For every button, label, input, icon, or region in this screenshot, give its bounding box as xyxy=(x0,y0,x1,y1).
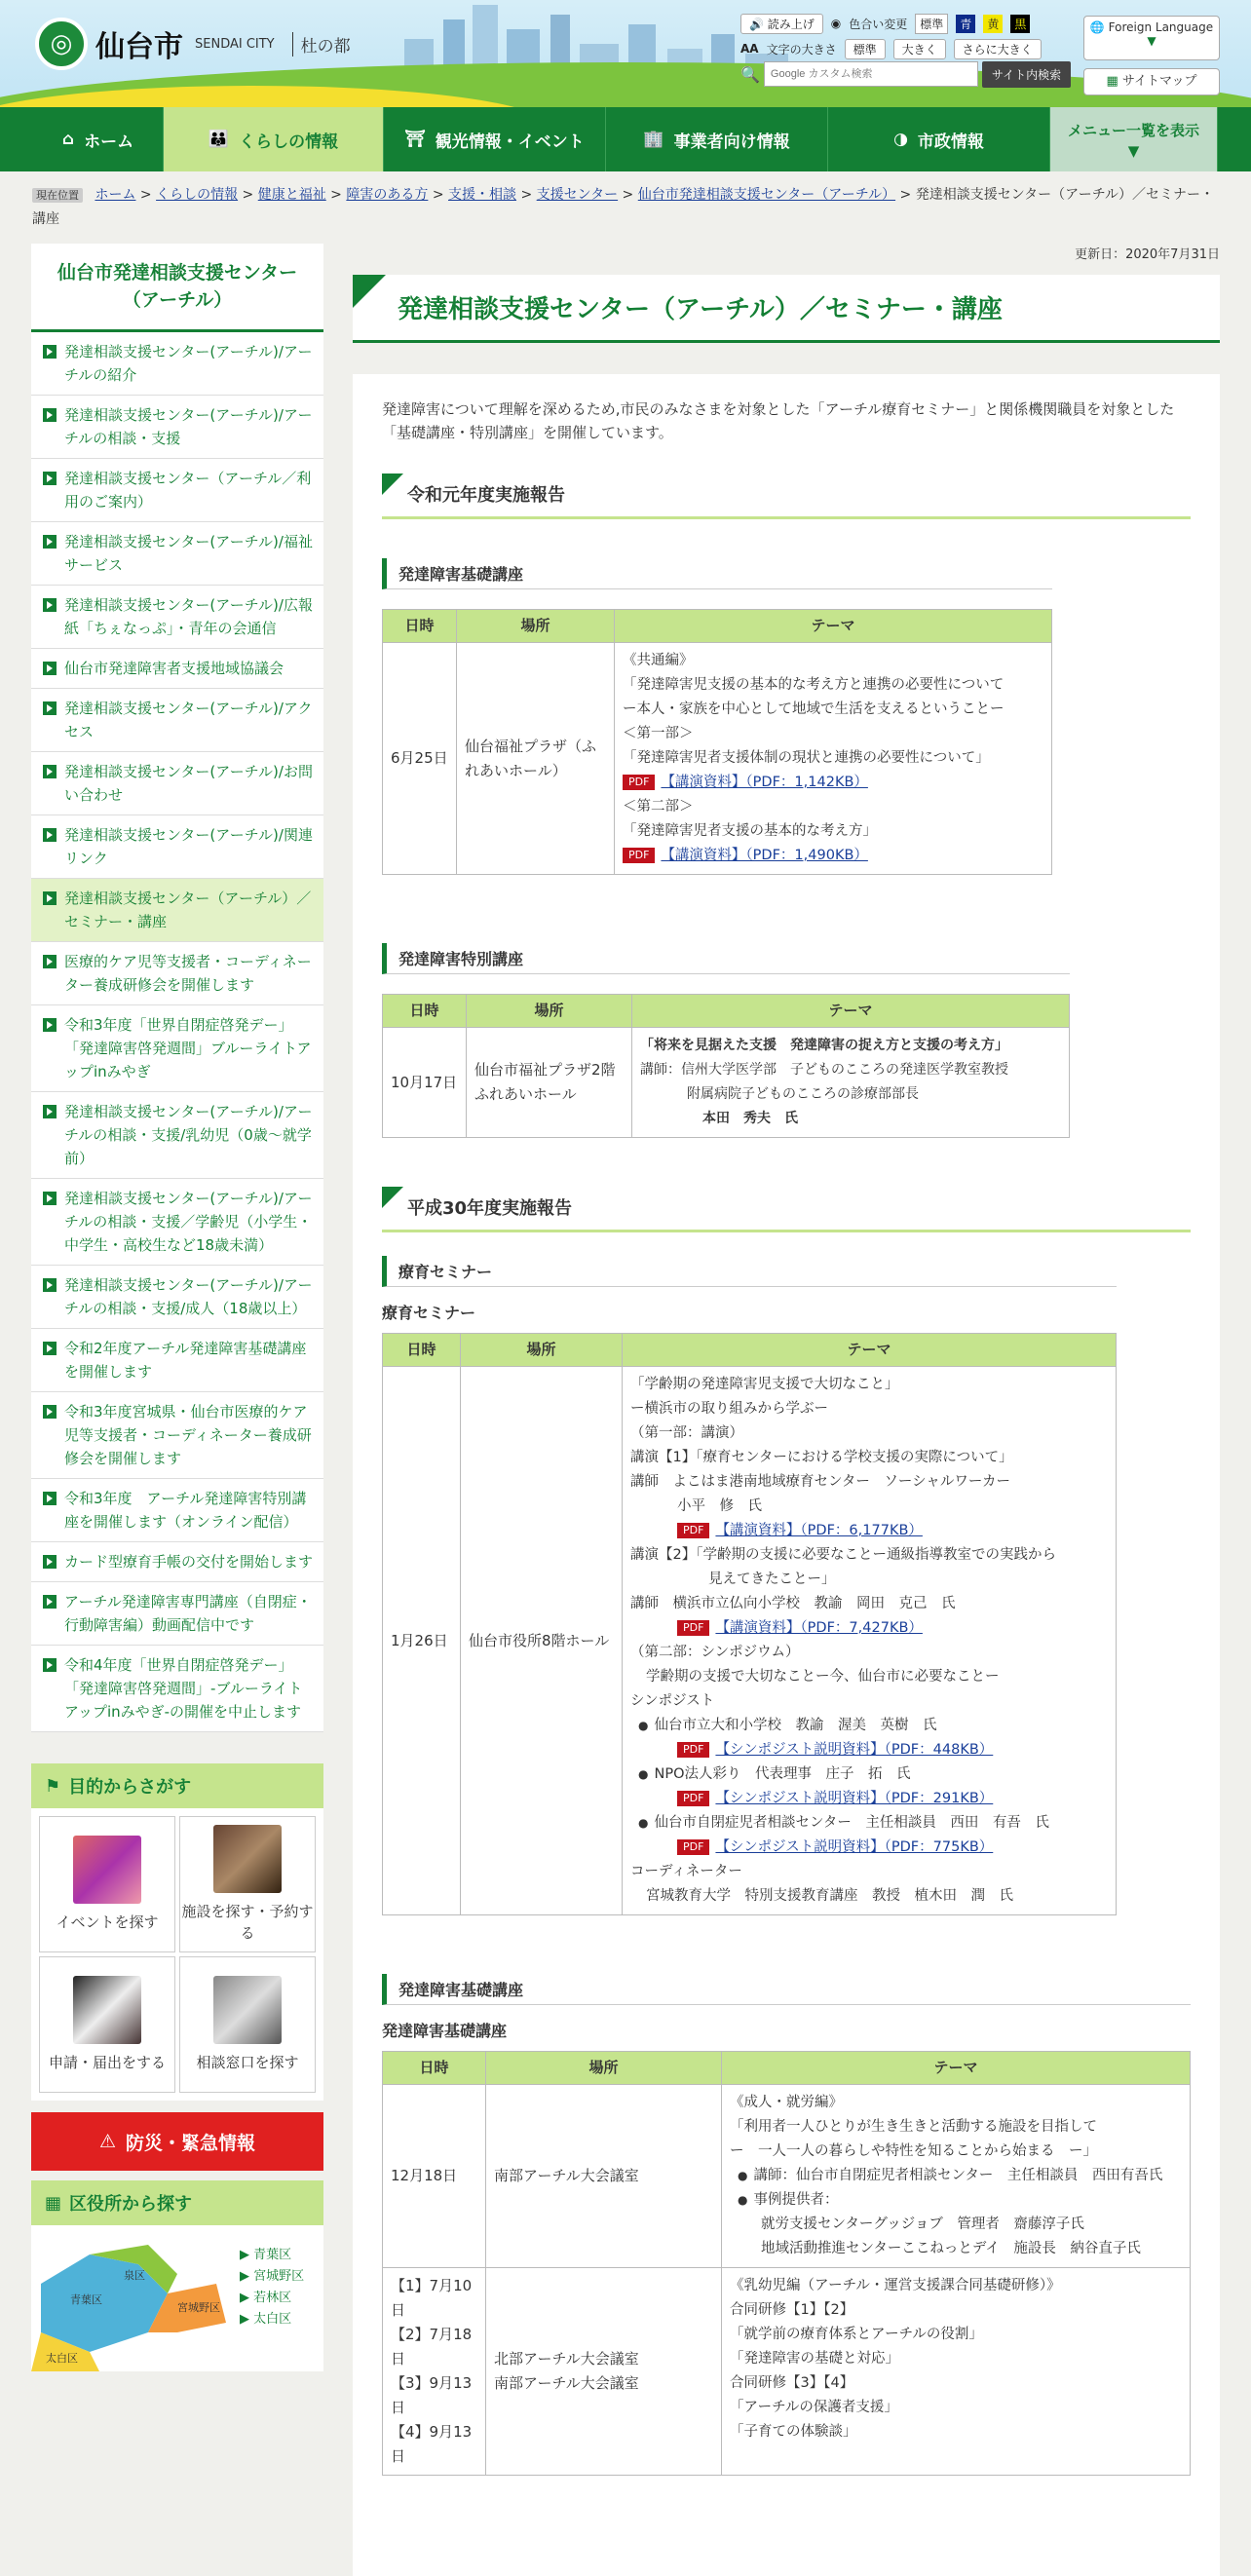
read-aloud-button[interactable]: 🔊 読み上げ xyxy=(740,14,823,34)
pdf-icon: PDF xyxy=(677,1791,709,1806)
sidebar-item-label: 発達相談支援センター（アーチル）／セミナー・講座 xyxy=(64,890,312,930)
symposist: ● NPO法人彩り 代表理事 庄子 拓 氏 xyxy=(630,1762,1108,1787)
breadcrumb: 現在位置 ホーム > くらしの情報 > 健康と福祉 > 障害のある方 > 支援・相談 > 支援センター > 仙台市発達相談支援センター（アーチル） > 発達相談支援センター（アーチル）／セミナー・講座 xyxy=(32,187,1215,227)
breadcrumb-link-support[interactable]: 支援・相談 xyxy=(448,187,517,203)
ward-search-title: 区役所から探す xyxy=(69,2194,193,2215)
breadcrumb-current: 発達相談支援センター（アーチル）／セミナー・講座 xyxy=(32,187,1215,227)
nav-city[interactable] xyxy=(828,107,1050,171)
theme-line: ー本人・家族を中心として地域で生活を支えるということー xyxy=(623,701,1005,717)
sidebar-item-label: 仙台市発達障害者支援地域協議会 xyxy=(64,660,284,677)
table-row xyxy=(383,2085,1191,2268)
purpose-facility-label: 施設を探す・予約する xyxy=(181,1903,314,1942)
sidebar-item[interactable] xyxy=(31,1179,323,1266)
sidebar-item[interactable] xyxy=(31,1266,323,1329)
sidebar-item-label: 発達相談支援センター(アーチル)/アクセス xyxy=(64,700,313,740)
th-theme: テーマ xyxy=(722,2052,1191,2085)
cell-place: 仙台福祉プラザ（ふれあいホール） xyxy=(457,643,615,875)
sidebar-item-label: 発達相談支援センター(アーチル)/アーチルの相談・支援/乳幼児（0歳～就学前） xyxy=(64,1103,313,1167)
arrow-right-icon xyxy=(43,662,57,675)
arrow-right-icon xyxy=(43,1278,57,1292)
home-icon: ⌂ xyxy=(61,130,75,149)
color-blue-button[interactable]: 青 xyxy=(956,15,975,33)
basic-course-h30-heading: 発達障害基礎講座 xyxy=(382,1974,1191,2005)
arrow-right-icon xyxy=(43,1492,57,1505)
breadcrumb-link-center[interactable]: 支援センター xyxy=(536,187,619,203)
sidebar-title: 仙台市発達相談支援センター（アーチル） xyxy=(31,244,323,332)
cell-place: 南部アーチル大会議室 xyxy=(486,2085,722,2268)
theme-line: 「発達障害児支援の基本的な考え方と連携の必要性について xyxy=(623,677,1005,693)
theme-line: 「発達障害児者支援体制の現状と連携の必要性について」 xyxy=(623,750,990,766)
special-course-table xyxy=(382,994,1070,1138)
breadcrumb-link-home[interactable]: ホーム xyxy=(95,187,136,203)
theme-line: 《乳幼児編（アーチル・運営支援課合同基礎研修）》 xyxy=(730,2278,1061,2293)
basic-course-heading: 発達障害基礎講座 xyxy=(382,558,1052,589)
arrow-right-icon xyxy=(43,1658,57,1672)
pdf-link[interactable]: 【シンポジスト説明資料】（PDF：775KB） xyxy=(715,1839,994,1855)
cell-place: 仙台市役所8階ホール xyxy=(461,1367,623,1915)
place-line: 南部アーチル大会議室 xyxy=(494,2374,639,2392)
purpose-consult-card[interactable] xyxy=(179,1956,316,2093)
nav-tourism-label: 観光情報・イベント xyxy=(435,132,585,152)
main-content xyxy=(353,275,1220,2576)
tourism-icon: ⛩ xyxy=(404,130,426,149)
intro-text: 発達障害について理解を深めるため,市民のみなさまを対象とした「アーチル療育セミナー」と関係機関職員を対象とした「基礎講座・特別講座」を開催しています。 xyxy=(382,400,1175,441)
size-standard-button[interactable]: 標準 xyxy=(845,39,886,59)
sidebar-item-label: 発達相談支援センター(アーチル)/お問い合わせ xyxy=(64,763,313,804)
sidebar-item[interactable] xyxy=(31,1329,323,1392)
theme-line: 学齢期の支援で大切なことー今、仙台市に必要なことー xyxy=(646,1669,1000,1685)
special-lecturer-name: 本田 秀夫 氏 xyxy=(702,1111,798,1126)
seminar-subtitle: 療育セミナー xyxy=(382,1304,476,1322)
nav-business[interactable] xyxy=(606,107,828,171)
sidebar-item-label: カード型療育手帳の交付を開始します xyxy=(64,1553,314,1571)
breadcrumb-link-health[interactable]: 健康と福祉 xyxy=(257,187,326,203)
theme-line: ー 一人一人の暮らしや特性を知ることから始まる ー」 xyxy=(730,2143,1097,2159)
arrow-right-icon xyxy=(43,1595,57,1609)
sidebar-item[interactable] xyxy=(31,689,323,752)
sidebar-menu xyxy=(31,332,323,1732)
table-row xyxy=(383,1367,1117,1915)
th-theme: テーマ xyxy=(623,1334,1117,1367)
theme-line: ー横浜市の取り組みから学ぶー xyxy=(630,1401,828,1417)
sidebar-item-label: 令和4年度「世界自閉症啓発デー」「発達障害啓発週間」-ブルーライトアップinみやぎ-の開催を中止します xyxy=(64,1656,303,1721)
special-lecturer: 講師：信州大学医学部 子どものこころの発達医学教室教授 xyxy=(640,1062,1008,1078)
pdf-icon: PDF xyxy=(677,1620,709,1636)
globe-icon: 🌐 xyxy=(1089,20,1105,34)
sidebar-item[interactable] xyxy=(31,522,323,586)
ward-link-taihaku[interactable]: ▶ 太白区 xyxy=(240,2312,292,2327)
sidebar-item-label: 令和2年度アーチル発達障害基礎講座を開催します xyxy=(64,1340,307,1381)
theme-line: 「利用者一人ひとりが生き生きと活動する施設を目指して xyxy=(730,2119,1097,2135)
theme-line: 「子育ての体験談」 xyxy=(730,2424,857,2440)
facility-photo xyxy=(213,1825,282,1893)
sidebar-item-label: 発達相談支援センター(アーチル)/広報紙「ちぇなっぷ」・青年の会通信 xyxy=(64,596,313,637)
theme-line: 《成人・就労編》 xyxy=(730,2095,843,2110)
pdf-link[interactable]: 【講演資料】（PDF：1,490KB） xyxy=(661,848,868,863)
cell-date: 12月18日 xyxy=(383,2085,486,2268)
color-change-label: 色合い変更 xyxy=(849,17,908,31)
map-label-taihaku: 太白区 xyxy=(46,2352,78,2365)
theme-line: 「発達障害児者支援の基本的な考え方」 xyxy=(623,823,877,839)
th-theme: テーマ xyxy=(632,995,1070,1028)
accessibility-tools xyxy=(740,14,1071,90)
sidebar-item[interactable] xyxy=(31,879,323,942)
cell-place: 仙台市福祉プラザ2階ふれあいホール xyxy=(467,1028,632,1138)
sidebar-item[interactable] xyxy=(31,1646,323,1732)
cell-date: 1月26日 xyxy=(383,1367,461,1915)
site-search-button[interactable]: サイト内検索 xyxy=(982,61,1071,88)
purpose-search-header xyxy=(31,1763,323,1808)
cell-theme xyxy=(615,643,1052,875)
arrow-right-icon xyxy=(43,1555,57,1569)
cell-theme xyxy=(722,2085,1191,2268)
ward-link-wakabayashi-label: 若林区 xyxy=(253,2291,292,2305)
section-title-r1: 令和元年度実施報告 xyxy=(382,474,1191,519)
theme-line: 合同研修【1】【2】 xyxy=(730,2302,854,2318)
pdf-link[interactable]: 【シンポジスト説明資料】（PDF：291KB） xyxy=(715,1791,994,1806)
theme-line: 「就学前の療育体系とアーチルの役割」 xyxy=(730,2327,983,2342)
purpose-event-label: イベントを探す xyxy=(56,1913,159,1931)
sidebar-item-label: 発達相談支援センター(アーチル)/関連リンク xyxy=(64,826,313,867)
read-aloud-label: 読み上げ xyxy=(767,17,815,31)
arrow-right-icon xyxy=(43,1018,57,1032)
pdf-link[interactable]: 【講演資料】（PDF：7,427KB） xyxy=(715,1620,923,1636)
content-panel xyxy=(353,374,1220,2576)
theme-line: ● 事例提供者： xyxy=(730,2188,1182,2213)
event-photo xyxy=(73,1836,141,1904)
sidebar-item-label: 令和3年度 アーチル発達障害特別講座を開催します（オンライン配信） xyxy=(64,1490,307,1531)
theme-line: 地域活動推進センターここねっとデイ 施設長 納谷直子氏 xyxy=(761,2241,1141,2256)
theme-line: 「学齢期の発達障害児支援で大切なこと」 xyxy=(630,1377,899,1392)
page-title: 発達相談支援センター（アーチル）／セミナー・講座 xyxy=(353,275,1220,343)
table-row xyxy=(383,2268,1191,2476)
th-place: 場所 xyxy=(461,1334,623,1367)
disaster-info-label: 防災・緊急情報 xyxy=(126,2132,256,2154)
ward-link-miyagino[interactable]: ▶ 宮城野区 xyxy=(240,2269,305,2284)
updated-date: 更新日：2020年7月31日 xyxy=(1075,247,1220,262)
pdf-link[interactable]: 【講演資料】（PDF：1,142KB） xyxy=(661,775,868,790)
chevron-down-icon: ▼ xyxy=(1127,141,1140,160)
pdf-icon: PDF xyxy=(677,1742,709,1758)
sidebar-item-label: 医療的ケア児等支援者・コーディネーター養成研修会を開催します xyxy=(64,953,312,994)
place-line: 北部アーチル大会議室 xyxy=(494,2350,639,2368)
breadcrumb-link-disability[interactable]: 障害のある方 xyxy=(346,187,429,203)
table-row xyxy=(383,1028,1070,1138)
text-size-icon: AA xyxy=(740,42,759,56)
pdf-icon: PDF xyxy=(623,775,655,790)
ward-link-miyagino-label: 宮城野区 xyxy=(253,2269,305,2284)
consult-photo xyxy=(213,1976,282,2044)
warning-icon: ⚠ xyxy=(98,2131,117,2152)
arrow-right-icon xyxy=(43,598,57,612)
th-theme: テーマ xyxy=(615,610,1052,643)
logo-name: 仙台市 xyxy=(95,30,183,64)
sidebar-item-label: 令和3年度「世界自閉症啓発デー」「発達障害啓発週間」ブルーライトアップinみやぎ xyxy=(64,1016,312,1080)
sidebar-item-label: アーチル発達障害専門講座（自閉症・行動障害編）動画配信中です xyxy=(64,1593,312,1634)
arrow-right-icon xyxy=(43,472,57,485)
foreign-language-label: Foreign Language xyxy=(1108,20,1214,34)
size-large-button[interactable]: 大きく xyxy=(893,39,946,59)
sidebar-item-label: 発達相談支援センター(アーチル)/アーチルの相談・支援/成人（18歳以上） xyxy=(64,1276,313,1317)
sidebar-item[interactable] xyxy=(31,396,323,459)
map-label-izumi: 泉区 xyxy=(124,2269,145,2282)
theme-line: （第一部：講演） xyxy=(630,1425,743,1441)
arrow-right-icon xyxy=(43,891,57,905)
pdf-icon: PDF xyxy=(677,1523,709,1538)
theme-line: コーディネーター xyxy=(630,1864,742,1879)
text-size-label: 文字の大きさ xyxy=(766,42,837,57)
theme-line: 講演【1】「療育センターにおける学校支援の実際について」 xyxy=(630,1450,1013,1465)
sidebar-item[interactable] xyxy=(31,1542,323,1582)
ward-map-illustration xyxy=(31,2225,236,2371)
symposist: ● 仙台市立大和小学校 教諭 渥美 英樹 氏 xyxy=(630,1714,1108,1738)
theme-line: 「発達障害の基礎と対応」 xyxy=(730,2351,899,2367)
purpose-grid xyxy=(31,1808,323,2101)
purpose-application-card[interactable] xyxy=(39,1956,175,2093)
cell-theme xyxy=(722,2268,1191,2476)
theme-line: シンポジスト xyxy=(630,1693,715,1709)
city-emblem-icon: ◎ xyxy=(35,18,88,70)
theme-line: ＜第二部＞ xyxy=(623,799,694,814)
sidebar-item-label: 発達相談支援センター(アーチル)/アーチルの紹介 xyxy=(64,343,313,384)
city-hall-icon: ◑ xyxy=(893,130,908,149)
purpose-search-title: 目的からさがす xyxy=(68,1777,192,1798)
size-larger-button[interactable]: さらに大きく xyxy=(954,39,1042,59)
breadcrumb-link-life[interactable]: くらしの情報 xyxy=(156,187,239,203)
breadcrumb-link-archil[interactable]: 仙台市発達相談支援センター（アーチル） xyxy=(637,187,896,203)
cell-date: 【1】7月10日 【2】7月18日 【3】9月13日 【4】9月13日 xyxy=(383,2268,486,2476)
sidebar-item-label: 令和3年度宮城県・仙台市医療的ケア児等支援者・コーディネーター養成研修会を開催します xyxy=(64,1403,312,1467)
special-theme: 「将来を見据えた支援 発達障害の捉え方と支援の考え方」 xyxy=(640,1038,1008,1053)
special-lecturer-2: 附属病院子どものこころの診療部部長 xyxy=(687,1086,919,1102)
th-place: 場所 xyxy=(457,610,615,643)
theme-line: ＜第一部＞ xyxy=(623,726,694,741)
ward-link-taihaku-label: 太白区 xyxy=(253,2312,292,2327)
foreign-language-dropdown[interactable] xyxy=(1083,16,1220,60)
purpose-facility-card[interactable] xyxy=(179,1816,316,1952)
sidebar-item[interactable] xyxy=(31,1392,323,1479)
search-icon: 🔍 xyxy=(740,64,760,84)
sidebar-item-label: 発達相談支援センター(アーチル)/福祉サービス xyxy=(64,533,313,574)
sidebar-item[interactable] xyxy=(31,1479,323,1542)
arrow-right-icon xyxy=(43,828,57,842)
arrow-right-icon xyxy=(43,1405,57,1419)
basic-course-h30-table xyxy=(382,2051,1191,2476)
symposist: ● 仙台市自閉症児者相談センター 主任相談員 西田 有吾 氏 xyxy=(630,1811,1108,1836)
sidebar-item-label: 発達相談支援センター（アーチル／利用のご案内） xyxy=(64,470,312,511)
th-date: 日時 xyxy=(383,1334,461,1367)
purpose-application-label: 申請・届出をする xyxy=(48,2054,166,2071)
cell-theme xyxy=(632,1028,1070,1138)
sitemap-label: サイトマップ xyxy=(1121,74,1197,89)
theme-line: 合同研修【3】【4】 xyxy=(730,2375,854,2391)
nav-home[interactable] xyxy=(33,107,164,171)
theme-line: 《共通編》 xyxy=(623,653,694,668)
pdf-icon: PDF xyxy=(677,1839,709,1855)
ward-link-aoba[interactable]: ▶ 青葉区 xyxy=(240,2248,292,2262)
search-input[interactable] xyxy=(764,61,978,87)
theme-line: 「アーチルの保護者支援」 xyxy=(730,2400,898,2415)
nav-city-label: 市政情報 xyxy=(917,132,984,152)
theme-line: 講師 横浜市立仏向小学校 教諭 岡田 克己 氏 xyxy=(630,1596,956,1611)
seminar-heading: 療育セミナー xyxy=(382,1256,1117,1287)
th-date: 日時 xyxy=(383,995,467,1028)
th-place: 場所 xyxy=(467,995,632,1028)
city-logo[interactable] xyxy=(35,18,351,70)
sidebar-item[interactable] xyxy=(31,1092,323,1179)
ward-link-list xyxy=(240,2245,304,2330)
sidebar-item[interactable] xyxy=(31,942,323,1005)
map-icon: ▦ xyxy=(45,2192,62,2214)
table-row xyxy=(383,643,1052,875)
theme-line: 見えてきたことー」 xyxy=(708,1572,836,1587)
theme-line: 講師 よこはま港南地域療育センター ソーシャルワーカー xyxy=(630,1474,1011,1490)
sitemap-button[interactable] xyxy=(1083,68,1220,95)
site-header xyxy=(0,0,1251,119)
sidebar-item[interactable] xyxy=(31,1005,323,1092)
sitemap-icon: ▦ xyxy=(1106,74,1118,89)
sidebar-item[interactable] xyxy=(31,752,323,815)
purpose-consult-label: 相談窓口を探す xyxy=(196,2054,299,2071)
arrow-right-icon xyxy=(43,1105,57,1118)
section-title-h30: 平成30年度実施報告 xyxy=(382,1187,1191,1232)
theme-line: 就労支援センターグッジョブ 管理者 齋藤淳子氏 xyxy=(761,2216,1084,2232)
theme-line: 小平 修 氏 xyxy=(677,1498,762,1514)
ward-map[interactable] xyxy=(31,2225,323,2371)
seminar-table xyxy=(382,1333,1117,1915)
palette-icon: ◉ xyxy=(830,17,842,30)
sidebar-item-label: 発達相談支援センター(アーチル)/アーチルの相談・支援／学齢児（小学生・中学生・高校生など18歳未満） xyxy=(64,1190,313,1254)
nav-life[interactable] xyxy=(164,107,384,171)
logo-subtitle: 杜の都 xyxy=(292,32,351,57)
arrow-right-icon xyxy=(43,408,57,422)
nav-home-label: ホーム xyxy=(84,132,134,152)
arrow-right-icon xyxy=(43,765,57,778)
color-yellow-button[interactable]: 黄 xyxy=(983,15,1003,33)
application-photo xyxy=(73,1976,141,2044)
color-standard-button[interactable]: 標準 xyxy=(915,14,948,34)
global-navigation xyxy=(0,107,1251,171)
cell-date: 6月25日 xyxy=(383,643,457,875)
cell-date: 10月17日 xyxy=(383,1028,467,1138)
sidebar-item[interactable] xyxy=(31,459,323,522)
logo-english: SENDAI CITY xyxy=(195,36,275,52)
arrow-right-icon xyxy=(43,701,57,715)
sidebar-item-label: 発達相談支援センター(アーチル)/アーチルの相談・支援 xyxy=(64,406,313,447)
pdf-link[interactable]: 【シンポジスト説明資料】（PDF：448KB） xyxy=(715,1742,994,1758)
th-date: 日時 xyxy=(383,610,457,643)
nav-business-label: 事業者向け情報 xyxy=(673,132,790,152)
sidebar-item[interactable] xyxy=(31,332,323,396)
arrow-right-icon xyxy=(43,1342,57,1355)
arrow-right-icon xyxy=(43,345,57,359)
arrow-right-icon xyxy=(43,535,57,549)
arrow-right-icon xyxy=(43,1192,57,1205)
arrow-right-icon xyxy=(43,955,57,968)
pdf-link[interactable]: 【講演資料】（PDF：6,177KB） xyxy=(715,1523,923,1538)
sidebar-item[interactable] xyxy=(31,649,323,689)
menu-list-button[interactable] xyxy=(1050,107,1218,171)
sidebar-item[interactable] xyxy=(31,815,323,879)
nav-tourism[interactable] xyxy=(384,107,606,171)
sidebar-item[interactable] xyxy=(31,586,323,649)
ward-link-wakabayashi[interactable]: ▶ 若林区 xyxy=(240,2291,292,2305)
purpose-event-card[interactable] xyxy=(39,1816,175,1952)
sidebar-item[interactable] xyxy=(31,1582,323,1646)
map-label-aoba: 青葉区 xyxy=(70,2293,102,2306)
disaster-info-button[interactable] xyxy=(31,2112,323,2171)
theme-line: （第二部：シンポジウム） xyxy=(630,1645,800,1660)
breadcrumb-here-label: 現在位置 xyxy=(32,188,83,203)
color-black-button[interactable]: 黒 xyxy=(1010,15,1030,33)
theme-line: ● 講師：仙台市自閉症児者相談センター 主任相談員 西田有吾氏 xyxy=(730,2164,1182,2188)
menu-list-label: メニュー一覧を表示 xyxy=(1067,121,1199,139)
building-icon: 🏢 xyxy=(643,130,664,149)
th-place: 場所 xyxy=(486,2052,722,2085)
signpost-icon: ⚑ xyxy=(45,1775,61,1797)
chevron-down-icon: ▼ xyxy=(1147,34,1156,48)
pdf-icon: PDF xyxy=(623,848,655,863)
sidebar xyxy=(31,244,323,2371)
basic-course-h30-subtitle: 発達障害基礎講座 xyxy=(382,2022,508,2040)
theme-line: 講演【2】「学齢期の支援に必要なことー通級指導教室での実践から xyxy=(630,1547,1056,1563)
nav-life-label: くらしの情報 xyxy=(239,132,339,152)
theme-line: 宮城教育大学 特別支援教育講座 教授 植木田 潤 氏 xyxy=(646,1888,1013,1904)
map-label-miyagino: 宮城野区 xyxy=(177,2301,220,2314)
cell-place xyxy=(486,2268,722,2476)
th-date: 日時 xyxy=(383,2052,486,2085)
ward-link-aoba-label: 青葉区 xyxy=(253,2248,292,2262)
ward-search-header xyxy=(31,2180,323,2225)
family-icon: 👪 xyxy=(208,130,230,149)
basic-course-table xyxy=(382,609,1052,875)
cell-theme xyxy=(623,1367,1117,1915)
special-course-heading: 発達障害特別講座 xyxy=(382,943,1070,974)
